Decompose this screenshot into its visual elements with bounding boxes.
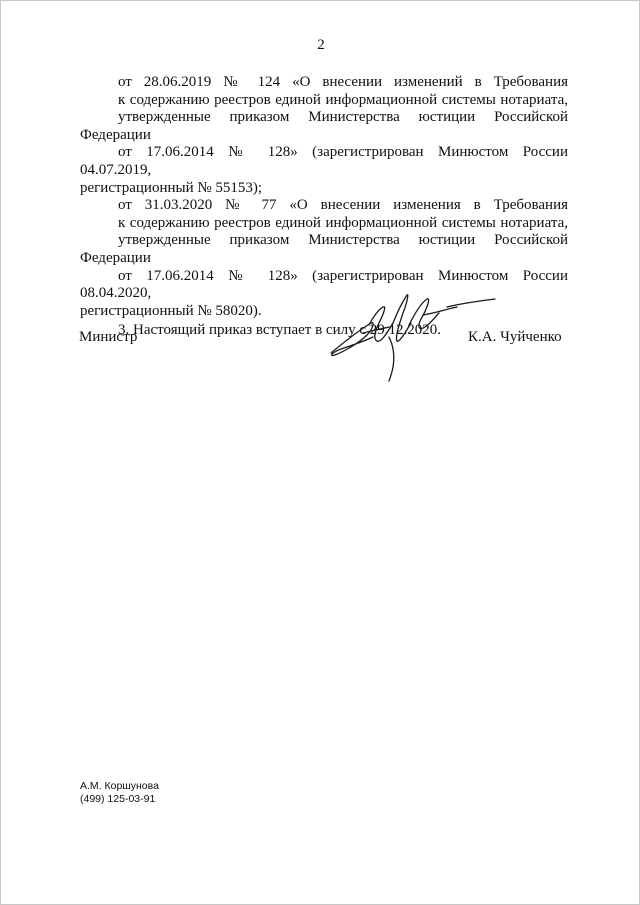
text-line: к содержанию реестров единой информационной системы нотариата, xyxy=(118,91,568,108)
text-line: утвержденные приказом Министерства юстиции Российской Федерации xyxy=(80,232,568,266)
signatory-title: Министр xyxy=(79,329,138,345)
signatory-name: К.А. Чуйченко xyxy=(468,329,562,345)
paragraph-order-124-end xyxy=(80,180,568,198)
text-line: регистрационный № 55153); xyxy=(80,179,263,196)
executor-info xyxy=(80,780,159,806)
text-line: 3. Настоящий приказ вступает в силу с 29.12.2020. xyxy=(118,322,441,339)
text-line: от 17.06.2014 № 128» (зарегистрирован Минюстом России 04.07.2019, xyxy=(80,144,568,178)
text-line: от 31.03.2020 № 77 «О внесении изменения в Требования xyxy=(118,197,568,214)
page-number: 2 xyxy=(317,37,325,53)
paragraph-order-124 xyxy=(80,74,568,180)
text-line: к содержанию реестров единой информационной системы нотариата, xyxy=(118,214,568,231)
text-line: от 17.06.2014 № 128» (зарегистрирован Минюстом России 08.04.2020, xyxy=(80,267,568,302)
executor-phone: (499) 125-03-91 xyxy=(80,793,156,805)
text-line: от 28.06.2019 № 124 «О внесении изменений в Требования xyxy=(118,74,568,90)
executor-name: А.М. Коршунова xyxy=(80,780,159,792)
text-line: утвержденные приказом Министерства юстиции Российской Федерации xyxy=(80,109,568,143)
text-line: регистрационный № 58020). xyxy=(80,302,262,319)
